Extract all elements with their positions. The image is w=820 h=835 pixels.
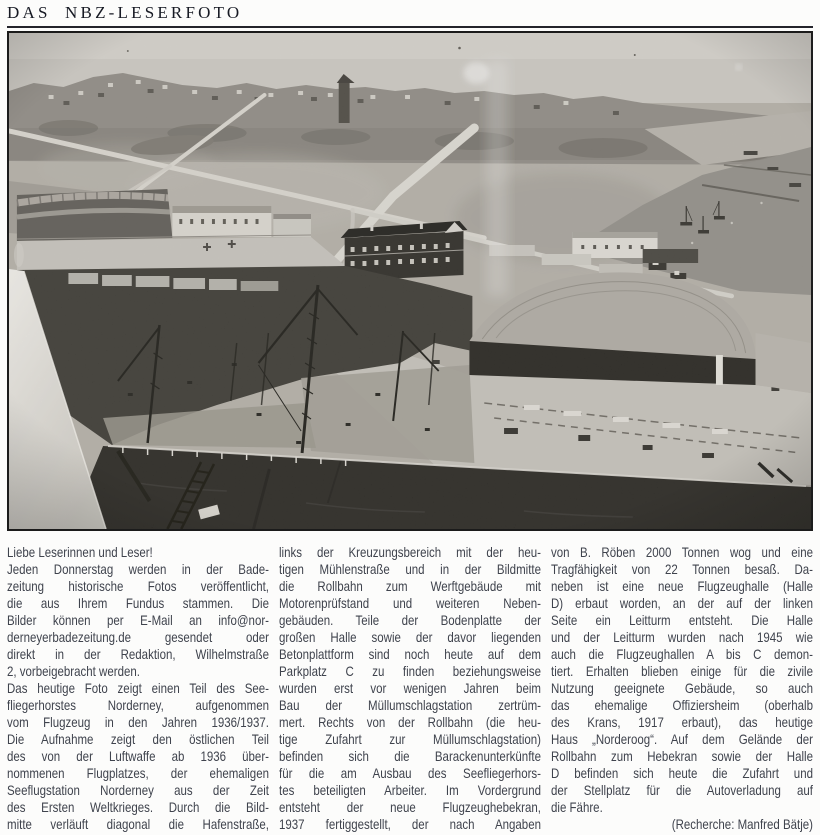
text-line: Parkplatz C zu finden beziehungsweise bbox=[279, 662, 541, 679]
text-line: für die am Ausbau des Seefliegerhors- bbox=[279, 764, 541, 781]
text-line: D befinden sich heute die Zufahrt und bbox=[551, 764, 813, 781]
text-line: Seeflugstation Norderney aus der Zeit bbox=[7, 781, 269, 798]
text-line: direkt in der Redaktion, Wilhelmstraße bbox=[7, 645, 269, 662]
text-line: 2, vorbeigebracht werden. bbox=[7, 662, 140, 679]
article-columns bbox=[7, 544, 813, 833]
text-line: befinden sich die Barackenunterkünfte bbox=[279, 747, 541, 764]
text-line: tigen Mühlenstraße und in der Bildmitte bbox=[279, 560, 541, 577]
text-line: Nutzung geeignete Gebäude, so auch bbox=[551, 679, 813, 696]
text-line: entsteht der neue Flugzeughebekran, bbox=[279, 798, 541, 815]
text-line: Betonplattform sind noch heute auf dem bbox=[279, 645, 541, 662]
text-line: gebäuden. Teile der Bodenplatte der bbox=[279, 611, 541, 628]
article-column-3 bbox=[551, 544, 813, 833]
text-line: wurden erst vor wenigen Jahren beim bbox=[279, 679, 541, 696]
text-line: von B. Röben 2000 Tonnen wog und eine bbox=[551, 543, 813, 560]
text-line: Das heutige Foto zeigt einen Teil des See- bbox=[7, 679, 269, 696]
text-line: des Krans, 1917 erbaut), das heutige bbox=[551, 713, 813, 730]
text-line: tige Zufahrt zur Müllumschlagstation) bbox=[279, 730, 541, 747]
text-line: Bilder können per E-Mail an info@nor- bbox=[7, 611, 269, 628]
text-line: die Rollbahn zum Werftgebäude mit bbox=[279, 577, 541, 594]
text-line: Motorenprüfstand und weiteren Neben- bbox=[279, 594, 541, 611]
text-line: des von der Luftwaffe ab 1936 über- bbox=[7, 747, 269, 764]
text-line: das ehemalige Offiziersheim (oberhalb bbox=[551, 696, 813, 713]
text-line: Seite ein Leitturm entsteht. Die Halle bbox=[551, 611, 813, 628]
text-line: tiert. Erhalten blieben einige für die zivile bbox=[551, 662, 813, 679]
text-line: Bau der Müllumschlagstation zertrüm- bbox=[279, 696, 541, 713]
vignette bbox=[9, 33, 811, 529]
text-line: (Recherche: Manfred Bätje) bbox=[671, 815, 813, 832]
text-line: Die Aufnahme zeigt den östlichen Teil bbox=[7, 730, 269, 747]
aerial-photo-illustration bbox=[9, 33, 811, 529]
text-line: Rollbahn zum Hebekran sowie der Halle bbox=[551, 747, 813, 764]
leserfoto-photo bbox=[7, 31, 813, 531]
page-title: DAS NBZ-LESERFOTO bbox=[7, 3, 243, 22]
text-line: mert. Rechts von der Rollbahn (die heu- bbox=[279, 713, 541, 730]
text-line: Haus „Norderoog“. Auf dem Gelände der bbox=[551, 730, 813, 747]
article-column-2 bbox=[279, 544, 541, 833]
text-line: tes beteiligten Arbeiter. Im Vordergrund bbox=[279, 781, 541, 798]
text-line: die aus Ihrem Fundus stammen. Die bbox=[7, 594, 269, 611]
text-line: nommenen Flugplatzes, der ehemaligen bbox=[7, 764, 269, 781]
text-line: auch die Flugzeughallen A bis C demon- bbox=[551, 645, 813, 662]
text-line: fliegerhorstes Norderney, aufgenommen bbox=[7, 696, 269, 713]
text-line: D) erbaut worden, an der auf der linken bbox=[551, 594, 813, 611]
text-line: links der Kreuzungsbereich mit der heu- bbox=[279, 543, 541, 560]
text-line: mitte verläuft diagonal die Hafenstraße, bbox=[7, 815, 269, 832]
text-line: Liebe Leserinnen und Leser! bbox=[7, 543, 153, 560]
text-line: großen Halle sowie der davor liegenden bbox=[279, 628, 541, 645]
text-line: zeitung historische Fotos veröffentlicht, bbox=[7, 577, 269, 594]
text-line: derneyerbadezeitung.de gesendet oder bbox=[7, 628, 269, 645]
text-line: 1937 fertiggestellt, der nach Angaben bbox=[279, 815, 541, 832]
text-line: Jeden Donnerstag werden in der Bade- bbox=[7, 560, 269, 577]
text-line: die Fähre. bbox=[551, 798, 603, 815]
text-line: des Ersten Weltkrieges. Durch die Bild- bbox=[7, 798, 269, 815]
text-line: der Stellplatz für die Autoverladung auf bbox=[551, 781, 813, 798]
text-line: und der Leitturm wurden nach 1945 wie bbox=[551, 628, 813, 645]
article-column-1 bbox=[7, 544, 269, 833]
text-line: neben ist eine neue Flugzeughalle (Halle bbox=[551, 577, 813, 594]
text-line: Tragfähigkeit von 22 Tonnen besaß. Da- bbox=[551, 560, 813, 577]
text-line: vom Flugzeug in den Jahren 1936/1937. bbox=[7, 713, 269, 730]
masthead bbox=[7, 4, 813, 28]
